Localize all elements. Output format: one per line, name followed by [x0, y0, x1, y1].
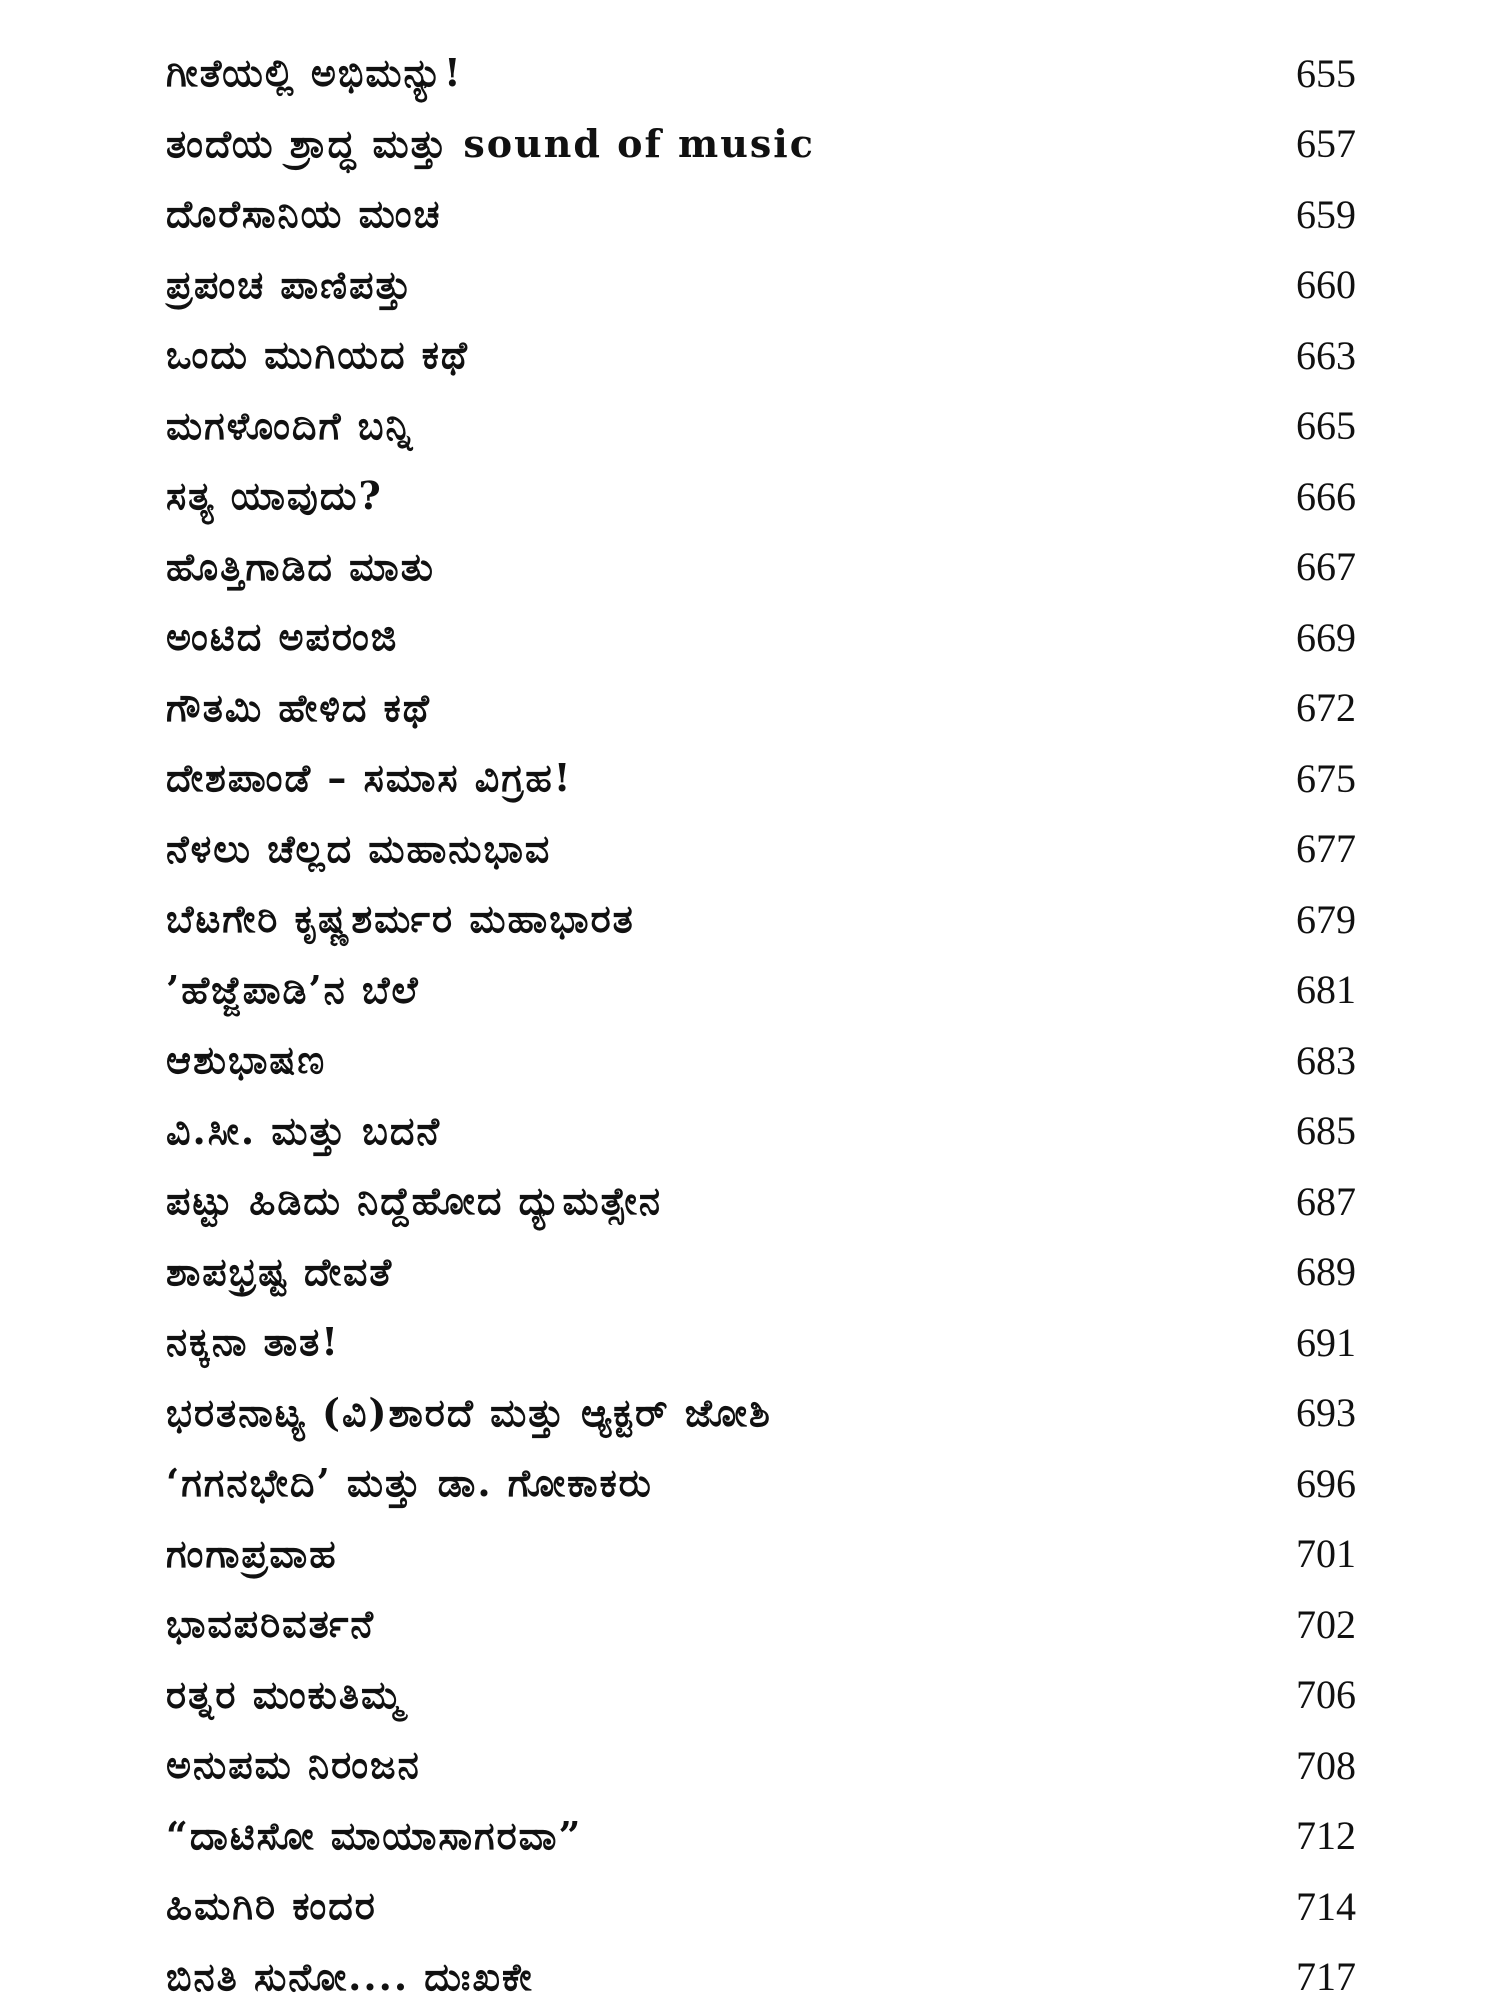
- toc-entry-title: ನೆಳಲು ಚೆಲ್ಲದ ಮಹಾನುಭಾವ: [166, 826, 551, 872]
- toc-entry-title: ಪ್ರಪಂಚ ಪಾಣಿಪತ್ತು: [166, 262, 413, 308]
- toc-entry: [166, 109, 1356, 180]
- toc-entry: [166, 179, 1356, 250]
- toc-entry: [166, 1448, 1356, 1519]
- toc-entry-title: ತಂದೆಯ ಶ್ರಾದ್ಧ ಮತ್ತು sound of music: [166, 121, 815, 167]
- toc-entry: [166, 38, 1356, 109]
- toc-entry: [166, 391, 1356, 462]
- toc-entry: [166, 1378, 1356, 1449]
- toc-entry: [166, 250, 1356, 321]
- toc-entry-title: ನಕ್ಕನಾ ತಾತ!: [166, 1319, 340, 1365]
- toc-entry: [166, 955, 1356, 1026]
- toc-entry-title: ಅಂಟಿದ ಅಪರಂಜಿ: [166, 614, 398, 660]
- toc-entry: [166, 461, 1356, 532]
- toc-entry-page: 683: [1296, 1037, 1356, 1084]
- toc-entry-page: 689: [1296, 1248, 1356, 1295]
- toc-entry-title: ಒಂದು ಮುಗಿಯದ ಕಥೆ: [166, 332, 469, 378]
- toc-entry-title: ಗಂಗಾಪ್ರವಾಹ: [166, 1531, 338, 1577]
- toc-entry-page: 655: [1296, 50, 1356, 97]
- toc-entry-page: 679: [1296, 896, 1356, 943]
- toc-entry: [166, 1942, 1356, 2012]
- toc-entry-title: ಆಶುಭಾಷಣ: [166, 1037, 326, 1083]
- toc-entry: [166, 1730, 1356, 1801]
- toc-entry-title: ಭಾವಪರಿವರ್ತನೆ: [166, 1601, 375, 1647]
- toc-entry-title: ‘ಗಗನಭೇದಿ’ ಮತ್ತು ಡಾ. ಗೋಕಾಕರು: [166, 1460, 653, 1506]
- toc-entry-page: 667: [1296, 543, 1356, 590]
- toc-entry: [166, 1871, 1356, 1942]
- toc-entry: [166, 1589, 1356, 1660]
- toc-entry-page: 685: [1296, 1107, 1356, 1154]
- toc-entry-page: 659: [1296, 191, 1356, 238]
- toc-entry-page: 675: [1296, 755, 1356, 802]
- toc-entry-page: 660: [1296, 261, 1356, 308]
- toc-entry-page: 669: [1296, 614, 1356, 661]
- toc-entry-page: 665: [1296, 402, 1356, 449]
- table-of-contents: [166, 38, 1356, 2012]
- toc-entry-page: 677: [1296, 825, 1356, 872]
- toc-entry-title: ಗೌತಮಿ ಹೇಳಿದ ಕಥೆ: [166, 685, 431, 731]
- toc-entry-page: 702: [1296, 1601, 1356, 1648]
- toc-entry: [166, 1519, 1356, 1590]
- toc-entry-page: 701: [1296, 1530, 1356, 1577]
- toc-entry-title: ದೊರೆಸಾನಿಯ ಮಂಚ: [166, 191, 442, 237]
- toc-entry-title: ವಿ.ಸೀ. ಮತ್ತು ಬದನೆ: [166, 1108, 441, 1154]
- toc-entry-page: 687: [1296, 1178, 1356, 1225]
- toc-entry: [166, 320, 1356, 391]
- toc-entry-page: 717: [1296, 1953, 1356, 2000]
- toc-entry-title: ಬಿನತಿ ಸುನೋ.... ದುಃಖಕೇ: [166, 1954, 534, 2000]
- toc-entry: [166, 1307, 1356, 1378]
- toc-entry-title: ದೇಶಪಾಂಡೆ – ಸಮಾಸ ವಿಗ್ರಹ!: [166, 755, 572, 801]
- toc-entry-title: ಗೀತೆಯಲ್ಲಿ ಅಭಿಮನ್ಯು!: [166, 50, 463, 96]
- toc-entry-page: 693: [1296, 1389, 1356, 1436]
- toc-entry-title: ’ಹೆಜ್ಜೆಪಾಡಿ’ನ ಬೆಲೆ: [166, 967, 420, 1013]
- toc-entry-title: ಶಾಪಭ್ರಷ್ಟ ದೇವತೆ: [166, 1249, 393, 1295]
- toc-entry: [166, 532, 1356, 603]
- toc-entry-page: 681: [1296, 966, 1356, 1013]
- toc-entry: [166, 814, 1356, 885]
- toc-entry: [166, 1801, 1356, 1872]
- toc-entry: [166, 743, 1356, 814]
- toc-entry-page: 706: [1296, 1671, 1356, 1718]
- toc-entry-title: ಮಗಳೊಂದಿಗೆ ಬನ್ನಿ: [166, 403, 414, 449]
- toc-entry-title: ಪಟ್ಟು ಹಿಡಿದು ನಿದ್ದೆಹೋದ ದ್ಯುಮತ್ಸೇನ: [166, 1178, 662, 1224]
- toc-entry-page: 696: [1296, 1460, 1356, 1507]
- toc-entry: [166, 1237, 1356, 1308]
- toc-entry: [166, 1096, 1356, 1167]
- toc-entry-title: ಹೊತ್ತಿಗಾಡಿದ ಮಾತು: [166, 544, 435, 590]
- toc-entry-page: 672: [1296, 684, 1356, 731]
- toc-entry-title: ಅನುಪಮ ನಿರಂಜನ: [166, 1742, 421, 1788]
- toc-entry-title: ಭರತನಾಟ್ಯ (ವಿ)ಶಾರದೆ ಮತ್ತು ಆ್ಯಕ್ಟರ್ ಜೋಶಿ: [166, 1390, 772, 1436]
- toc-entry: [166, 602, 1356, 673]
- toc-entry-page: 657: [1296, 120, 1356, 167]
- toc-entry: [166, 1166, 1356, 1237]
- toc-entry: [166, 884, 1356, 955]
- toc-entry-title: ಬೆಟಗೇರಿ ಕೃಷ್ಣಶರ್ಮರ ಮಹಾಭಾರತ: [166, 896, 635, 942]
- toc-entry-page: 714: [1296, 1883, 1356, 1930]
- toc-entry-title: “ದಾಟಿಸೋ ಮಾಯಾಸಾಗರವಾ”: [166, 1813, 582, 1859]
- toc-entry: [166, 1025, 1356, 1096]
- toc-entry-title: ರತ್ನರ ಮಂಕುತಿಮ್ಮ: [166, 1672, 404, 1718]
- toc-entry-title: ಸತ್ಯ ಯಾವುದು?: [166, 473, 383, 519]
- toc-entry-page: 691: [1296, 1319, 1356, 1366]
- toc-entry-page: 663: [1296, 332, 1356, 379]
- toc-entry-title: ಹಿಮಗಿರಿ ಕಂದರ: [166, 1883, 377, 1929]
- toc-entry: [166, 1660, 1356, 1731]
- toc-entry-page: 712: [1296, 1812, 1356, 1859]
- toc-entry-page: 666: [1296, 473, 1356, 520]
- toc-entry: [166, 673, 1356, 744]
- toc-entry-page: 708: [1296, 1742, 1356, 1789]
